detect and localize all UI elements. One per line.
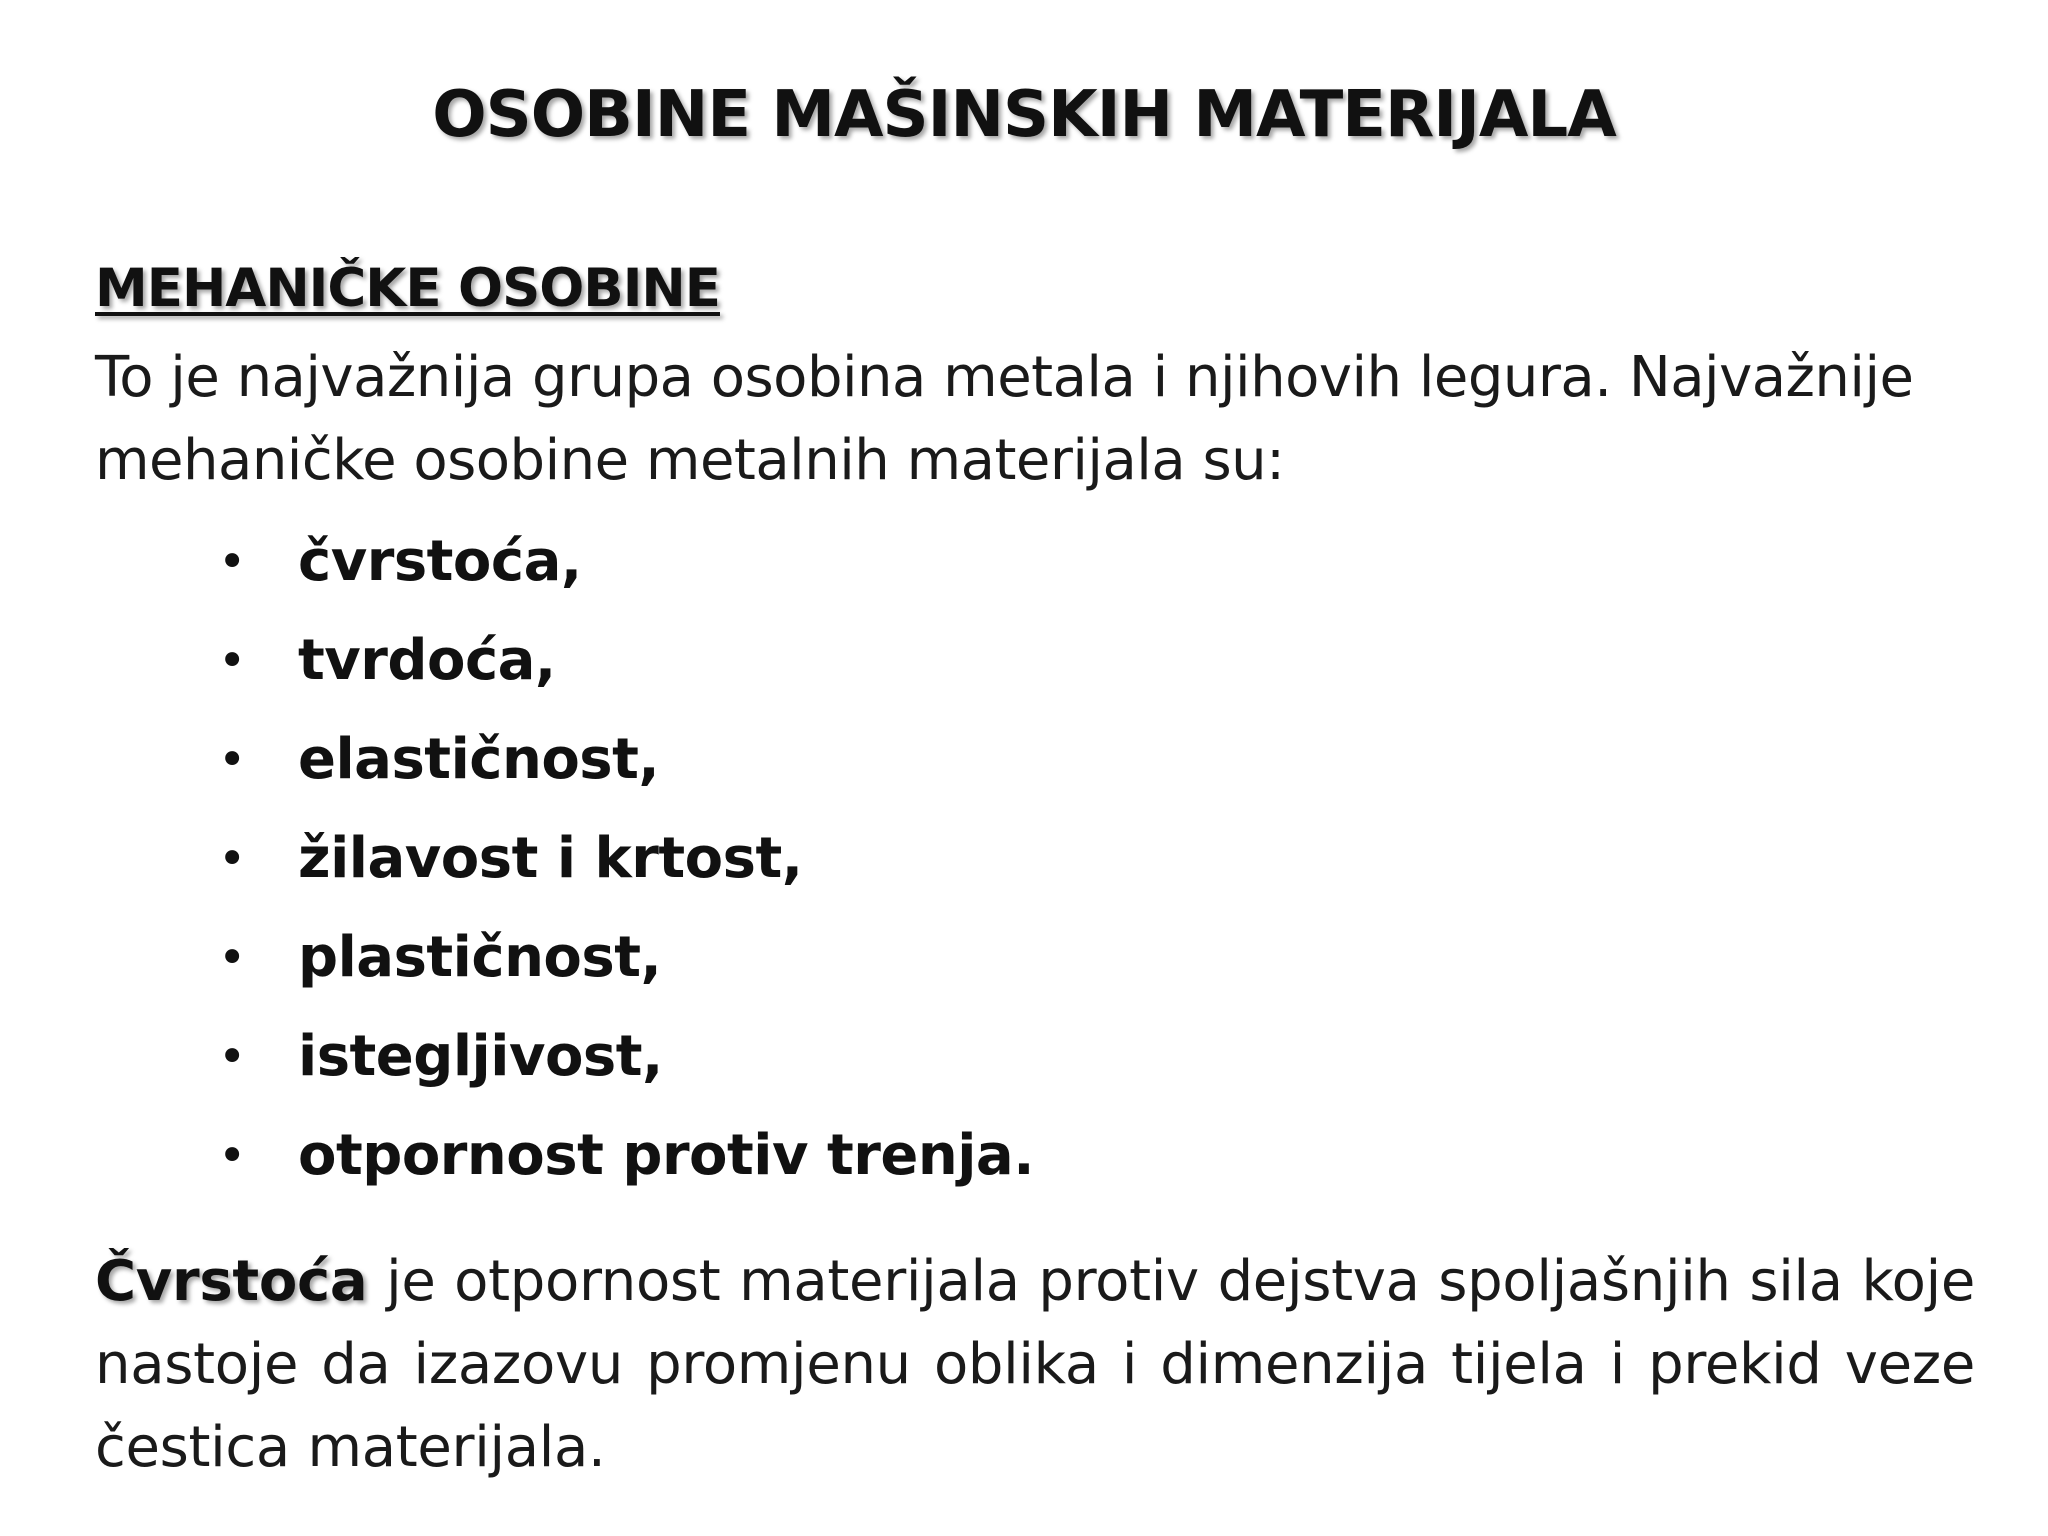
list-item-label: čvrstoća, — [298, 529, 582, 594]
list-item-label: žilavost i krtost, — [298, 826, 803, 891]
definition-text: je otpornost materijala protiv dejstva spoljašnjih sila koje nastoje da izazovu promjenu oblika i dimenzija tijela i prekid veze čestica materijala. — [95, 1249, 1975, 1480]
bullet-icon: • — [218, 533, 246, 590]
list-item — [218, 1007, 1034, 1106]
list-item-label: istegljivost, — [298, 1024, 663, 1089]
bullet-icon: • — [218, 632, 246, 689]
slide-title: OSOBINE MAŠINSKIH MATERIJALA — [432, 78, 1616, 152]
bullet-icon: • — [218, 731, 246, 788]
list-item — [218, 710, 1034, 809]
bullet-icon: • — [218, 1028, 246, 1085]
section-heading: MEHANIČKE OSOBINE — [95, 258, 720, 319]
list-item — [218, 1106, 1034, 1205]
properties-list — [218, 512, 1034, 1205]
list-item — [218, 908, 1034, 1007]
list-item-label: plastičnost, — [298, 925, 662, 990]
definition-term: Čvrstoća — [95, 1249, 368, 1314]
bullet-icon: • — [218, 929, 246, 986]
intro-paragraph: To je najvažnija grupa osobina metala i njihovih legura. Najvažnije mehaničke osobine metalnih materijala su: — [95, 345, 1914, 493]
bullet-icon: • — [218, 1127, 246, 1184]
list-item-label: elastičnost, — [298, 727, 660, 792]
list-item — [218, 512, 1034, 611]
list-item — [218, 809, 1034, 908]
definition-paragraph — [95, 1240, 1975, 1489]
list-item-label: tvrdoća, — [298, 628, 556, 693]
list-item-label: otpornost protiv trenja. — [298, 1123, 1034, 1188]
bullet-icon: • — [218, 830, 246, 887]
list-item — [218, 611, 1034, 710]
